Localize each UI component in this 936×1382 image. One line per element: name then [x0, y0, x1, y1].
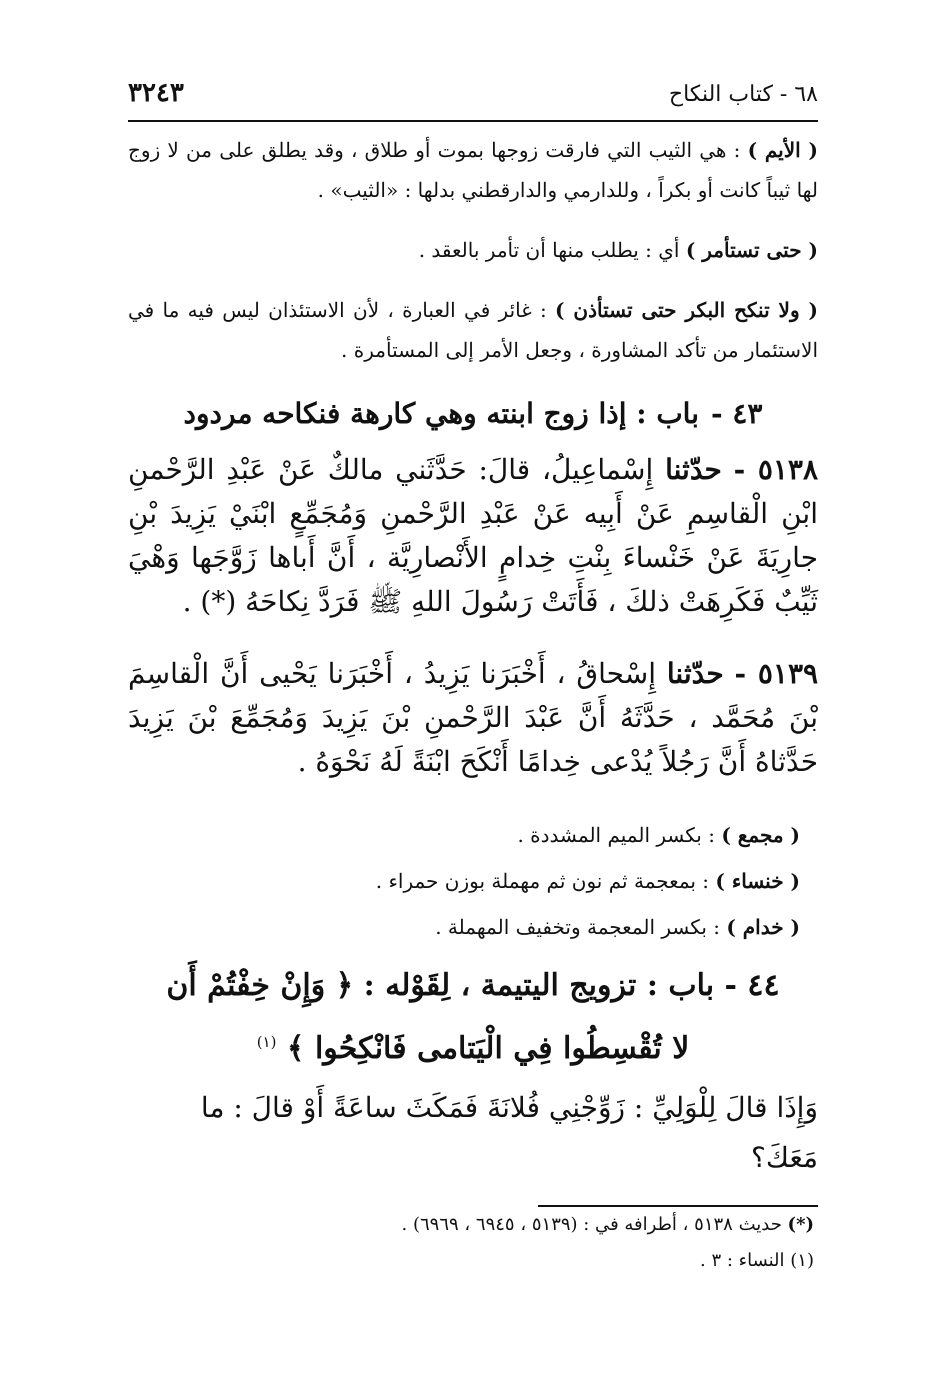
- gloss-text: : غائر في العبارة ، لأن الاستئذان ليس فيه ما في الاستئمار من تأكد المشاورة ، وجعل الأمر إلى المستأمرة .: [128, 298, 818, 362]
- page-number: ٣٢٤٣: [128, 78, 184, 108]
- gloss-text: : هي الثيب التي فارقت زوجها بموت أو طلاق ، وقد يطلق على من لا زوج لها ثيباً كانت أو بكراً ، وللدارمي والدارقطني بدلها : «الثيب» .: [128, 138, 818, 202]
- gloss-ayyim: [128, 130, 818, 210]
- gloss-term: ( ولا تنكح البكر حتى تستأذن ): [555, 298, 818, 322]
- hadith-number: ٥١٣٨ -: [733, 453, 818, 486]
- footnote-ref: (١): [256, 1033, 277, 1051]
- chapter-title: ٦٨ - كتاب النكاح: [668, 82, 818, 107]
- chapter-heading-line-1: ٤٤ - باب : تزويج اليتيمة ، لِقَوْله : ﴿ وَإِنْ خِفْتُمْ أَن: [166, 968, 780, 1003]
- hadith-number: ٥١٣٩ -: [734, 657, 819, 690]
- gloss-term: ( حتى تستأمر ): [685, 238, 818, 262]
- note-term: ( خدام ): [726, 915, 800, 939]
- chapter-number: ٤٣ -: [711, 397, 763, 430]
- note-khidam: [128, 904, 818, 950]
- footnote-2: [128, 1243, 818, 1279]
- note-khansa: [128, 858, 818, 904]
- hadith-5139: [128, 652, 818, 784]
- footnote-mark: (١): [790, 1250, 814, 1271]
- chapter-heading-title: باب : إذا زوج ابنته وهي كارهة فنكاحه مردود: [183, 397, 700, 430]
- chapter-heading-line-2-wrap: [128, 1014, 818, 1077]
- hadith-lead: حدّثنا: [665, 453, 722, 486]
- gloss-term: ( الأيم ): [747, 138, 818, 162]
- footnote-text: حديث ٥١٣٨ ، أطرافه في : (٥١٣٩ ، ٦٩٤٥ ، ٦٩٦٩) .: [401, 1214, 788, 1235]
- hadith-text: إِسْحاقُ ، أَخْبَرَنا يَزِيدُ ، أَخْبَرَنا يَحْيى أَنَّ الْقاسِمَ بْنَ مُحَمَّد ، حَدَّثَهُ أَنَّ عَبْدَ الرَّحْمنِ بْنَ يَزِيدَ وَمُجَمِّعَ بْنَ يَزِيدَ حَدَّثاهُ أَنَّ رَجُلاً يُدْعى خِدامًا أَنْكَحَ ابْنَةً لَهُ نَحْوَهُ .: [128, 657, 818, 778]
- chapter-heading-43: [128, 390, 818, 438]
- continuation-text: وَإِذَا قالَ لِلْوَلِيِّ : زَوِّجْنِي فُلانَةَ فَمَكَثَ ساعَةً أَوْ قالَ : ما مَعَكَ؟: [200, 1091, 818, 1174]
- header-rule: [128, 120, 818, 122]
- note-text: : بمعجمة ثم نون ثم مهملة بوزن حمراء .: [375, 869, 716, 893]
- note-term: ( خنساء ): [715, 869, 800, 893]
- note-text: : بكسر المعجمة وتخفيف المهملة .: [435, 915, 727, 939]
- footnote-text: النساء : ٣ .: [699, 1250, 791, 1271]
- gloss-tustamar: [128, 230, 818, 270]
- chapter-heading-line-2: لا تُقْسِطُوا فِي الْيَتامى فَانْكِحُوا ﴾: [286, 1031, 690, 1066]
- hadith-text: إِسْماعِيلُ، قالَ: حَدَّثَني مالكٌ عَنْ عَبْدِ الرَّحْمنِ ابْنِ الْقاسِمِ عَنْ أَبِيه عَنْ عَبْدِ الرَّحْمنِ وَمُجَمِّعٍ ابْنَيْ يَزِيدَ بْنِ جارِيَةَ عَنْ خَنْساءَ بِنْتِ خِدامٍ الأَنْصارِيَّة ، أَنَّ أَباها زَوَّجَها وَهْيَ ثَيِّبٌ فَكَرِهَتْ ذلكَ ، فَأَتَتْ رَسُولَ اللهِ ﷺ فَرَدَّ نِكاحَهُ (*) .: [128, 453, 818, 618]
- chapter-heading-44: [128, 958, 818, 1077]
- note-text: : بكسر الميم المشددة .: [517, 823, 722, 847]
- note-term: ( مجمع ): [721, 823, 800, 847]
- book-page: [128, 78, 818, 1279]
- footnote-1: [128, 1207, 818, 1243]
- gloss-tustadhan: [128, 290, 818, 370]
- page-header: [128, 78, 818, 118]
- gloss-text: أي : يطلب منها أن تأمر بالعقد .: [418, 238, 686, 262]
- footnote-mark: (*): [787, 1214, 814, 1235]
- hadith-lead: حدّثنا: [666, 657, 724, 690]
- note-mujammi: [128, 812, 818, 858]
- hadith-5138: [128, 448, 818, 624]
